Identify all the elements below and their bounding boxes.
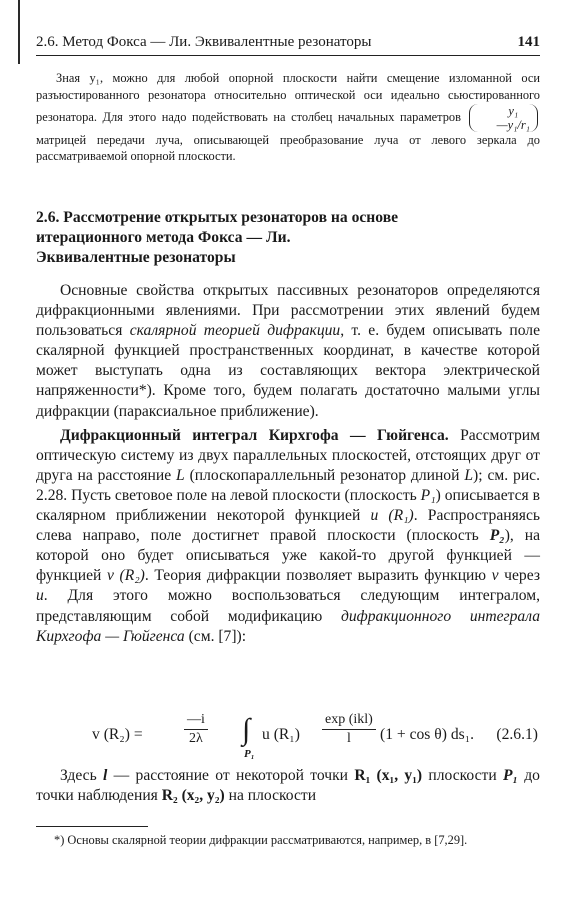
page-number: 141 bbox=[517, 34, 540, 50]
symbol: R₂ (x₂, y₂) bbox=[161, 787, 225, 805]
text: ); см. рис. 2.28. Пусть световое поле на левой плоскости (плоскость bbox=[36, 466, 540, 504]
section-title-line-2: итерационного метода Фокса — Ли. bbox=[36, 229, 291, 246]
footnote-text: *) Основы скалярной теории дифракции рассматриваются, например, в [7,29]. bbox=[54, 833, 468, 847]
header-rule bbox=[36, 55, 540, 56]
symbol: L bbox=[464, 466, 474, 484]
fraction-numerator: exp (ikl) bbox=[322, 712, 376, 730]
equation-number: (2.6.1) bbox=[496, 726, 538, 743]
intro-text-1: Зная y₁, можно для любой опорной плоскости найти смещение изломанной оси разъюстированного резонатора относительно оптической оси идеально сьюстированного резонатора. Для этого надо подействовать на столбец начальных параметров bbox=[36, 71, 540, 124]
text: Рассмотрим оптическую систему из двух параллельных плоскостей, отстоящих друг от друга на расстояние bbox=[36, 426, 541, 484]
section-heading bbox=[36, 208, 540, 268]
text: . Распространяясь слева направо, поле достигнет правой плоскости (плоскость bbox=[36, 507, 540, 545]
post-equation-paragraph bbox=[36, 766, 540, 806]
symbol: v bbox=[491, 567, 499, 585]
symbol: l bbox=[103, 767, 108, 784]
text: . Теория дифракции позволяет выразить функцию bbox=[144, 567, 492, 585]
page-edge-line bbox=[18, 0, 20, 64]
paragraph-2 bbox=[36, 426, 540, 647]
integral-limit: P₁ bbox=[244, 748, 255, 760]
obliquity-factor: (1 + cos θ) ds₁. bbox=[380, 726, 475, 743]
symbol: P₁ bbox=[420, 486, 436, 504]
text: на плоскости bbox=[224, 787, 317, 805]
equation-lhs: v (R₂) = bbox=[92, 726, 143, 743]
text: Основные свойства открытых пассивных резонаторов определяются дифракционными явлениями. При рассмотрении этих явлений будем пользоваться bbox=[36, 282, 540, 340]
vector-top: y₁ bbox=[508, 103, 519, 118]
text: ) описывается в скалярном приближении некоторой функцией bbox=[36, 486, 541, 525]
symbol: P₁ bbox=[502, 767, 518, 784]
intro-text-2: матрицей передачи луча, описывающей преобразование луча от левого зеркала до рассматриваемой опорной плоскости. bbox=[36, 132, 540, 164]
text: . Для этого можно воспользоваться следующим интегралом, представляющим собой модификацию bbox=[36, 587, 540, 625]
text: до точки наблюдения bbox=[36, 767, 540, 805]
text: ), на которой оно будет описываться уже какой-то другой функцией — функцией bbox=[36, 527, 540, 585]
text: , т. е. будем описывать поле скалярной функцией пространственных координат, в качестве которой может выступать одна из составляющих вектора электрической напряженности*). Кроме того, будем полагать достаточно малыми углы дифракции (параксиальное приближение). bbox=[36, 322, 540, 420]
fraction-denominator: l bbox=[346, 731, 351, 746]
integrand-field: u (R₁) bbox=[262, 726, 300, 743]
paragraph-1 bbox=[36, 281, 540, 422]
integral-sign: ∫ bbox=[242, 713, 251, 746]
emphasis: дифракционного интеграла Кирхгофа — Гюйгенса bbox=[36, 607, 541, 645]
footnote bbox=[36, 832, 540, 849]
symbol: L bbox=[176, 466, 185, 484]
text: (плоскопараллельный резонатор длиной bbox=[184, 466, 465, 484]
text: — расстояние от некоторой точки bbox=[107, 767, 355, 784]
parameter-column-vector bbox=[469, 104, 538, 132]
text: Здесь bbox=[60, 767, 103, 784]
fraction-propagator bbox=[322, 712, 376, 747]
symbol: R₁ (x₁, y₁) bbox=[354, 767, 423, 784]
footnote-rule bbox=[36, 826, 148, 827]
equation-2-6-1 bbox=[36, 704, 540, 764]
text: (см. [7]): bbox=[184, 627, 247, 645]
vector-bottom: —y₁/r₁ bbox=[496, 117, 530, 132]
book-page bbox=[36, 0, 540, 900]
fraction-numerator: —i bbox=[184, 712, 208, 730]
symbol: u (R₁) bbox=[370, 507, 414, 525]
text: через bbox=[498, 567, 540, 585]
fraction-coefficient bbox=[184, 712, 208, 747]
section-title-line-3: Эквивалентные резонаторы bbox=[36, 249, 236, 266]
symbol: u bbox=[36, 587, 44, 605]
fraction-denominator: 2λ bbox=[189, 731, 203, 746]
symbol: P₂ bbox=[489, 527, 505, 545]
symbol: v (R₂) bbox=[107, 567, 145, 585]
emphasis: скалярной теорией дифракции bbox=[129, 322, 341, 340]
section-title-line-1: 2.6. Рассмотрение открытых резонаторов на основе bbox=[36, 209, 399, 226]
main-text bbox=[36, 281, 540, 647]
text: плоскости bbox=[422, 767, 503, 784]
running-title: 2.6. Метод Фокса — Ли. Эквивалентные резонаторы bbox=[36, 34, 372, 50]
run-in-heading: Дифракционный интеграл Кирхгофа — Гюйгенса. bbox=[60, 426, 449, 444]
intro-paragraph bbox=[36, 70, 540, 165]
running-header bbox=[36, 32, 540, 54]
